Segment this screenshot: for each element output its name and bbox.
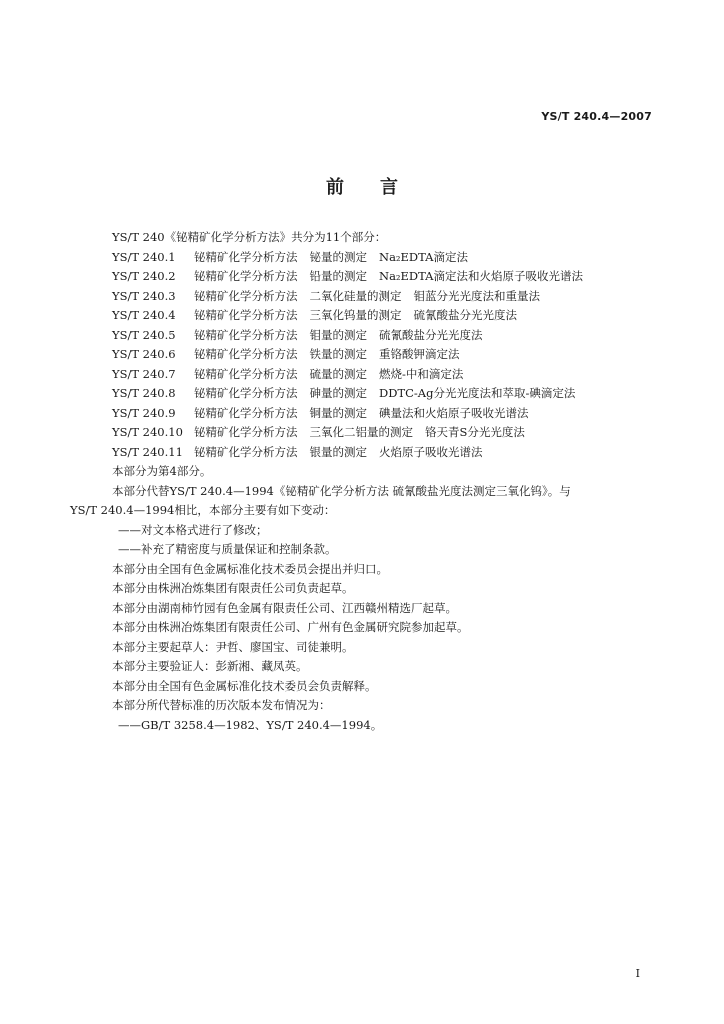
part-code: YS/T 240.10: [112, 425, 183, 439]
part-element: 钼量的测定: [309, 327, 367, 342]
paragraph: 本部分由全国有色金属标准化技术委员会提出并归口。: [112, 561, 388, 576]
replace-statement-line2: YS/T 240.4—1994相比，本部分主要有如下变动：: [70, 503, 336, 517]
part-technique: 硫氰酸盐分光光度法: [379, 327, 483, 342]
part-technique: 碘量法和火焰原子吸收光谱法: [379, 405, 529, 420]
part-element: 三氧化二铝量的测定: [309, 425, 413, 439]
standard-code: YS/T 240.4—2007: [541, 110, 652, 123]
part-technique: DDTC-Ag分光光度法和萃取-碘滴定法: [379, 386, 576, 400]
part-technique: 硫氰酸盐分光光度法: [413, 308, 517, 322]
replace-statement-line1: 本部分代替YS/T 240.4—1994《铋精矿化学分析方法 硫氰酸盐光度法测定三氧化钨》。与: [112, 483, 571, 498]
part-technique: 重铬酸钾滴定法: [379, 347, 460, 361]
part-technique: Na₂EDTA滴定法和火焰原子吸收光谱法: [379, 269, 583, 283]
paragraph: 本部分由株洲冶炼集团有限责任公司负责起草。: [112, 581, 354, 595]
part-code: YS/T 240.2: [112, 269, 176, 283]
part-row: [70, 287, 660, 307]
part-element: 硫量的测定: [309, 366, 367, 381]
paragraph: 本部分由全国有色金属标准化技术委员会负责解释。: [112, 678, 377, 693]
part-statement: 本部分为第4部分。: [112, 464, 212, 478]
part-method: 铋精矿化学分析方法: [194, 347, 298, 361]
part-code: YS/T 240.3: [112, 288, 176, 303]
part-row: [70, 443, 660, 463]
paragraph: 本部分所代替标准的历次版本发布情况为：: [112, 698, 331, 712]
part-row: [70, 345, 660, 365]
part-element: 砷量的测定: [309, 386, 367, 400]
part-method: 铋精矿化学分析方法: [194, 269, 298, 283]
part-method: 铋精矿化学分析方法: [194, 288, 298, 303]
part-element: 三氧化钨量的测定: [309, 308, 402, 322]
part-element: 铅量的测定: [309, 269, 367, 283]
part-row: [70, 248, 660, 268]
part-row: [70, 365, 660, 385]
part-technique: 铬天青S分光光度法: [425, 425, 525, 439]
part-code: YS/T 240.11: [112, 444, 183, 459]
part-code: YS/T 240.5: [112, 327, 176, 342]
paragraph: 本部分主要起草人：尹哲、廖国宝、司徒兼明。: [112, 639, 354, 654]
part-row: [70, 384, 660, 404]
intro-line: YS/T 240《铋精矿化学分析方法》共分为11个部分：: [112, 230, 387, 244]
parts-list: [70, 248, 660, 463]
part-code: YS/T 240.4: [112, 308, 176, 322]
part-row: [70, 267, 660, 287]
part-row: [70, 326, 660, 346]
part-technique: 燃烧-中和滴定法: [379, 366, 464, 381]
part-element: 二氧化硅量的测定: [309, 288, 402, 303]
part-method: 铋精矿化学分析方法: [194, 444, 298, 459]
part-element: 铜量的测定: [309, 405, 367, 420]
page-title: 前言: [326, 177, 434, 198]
part-row: [70, 306, 660, 326]
part-method: 铋精矿化学分析方法: [194, 386, 298, 400]
part-code: YS/T 240.1: [112, 249, 176, 264]
part-method: 铋精矿化学分析方法: [194, 405, 298, 420]
part-method: 铋精矿化学分析方法: [194, 366, 298, 381]
paragraph: 本部分主要验证人：彭新湘、藏凤英。: [112, 659, 308, 673]
foreword-body: [70, 228, 660, 735]
part-method: 铋精矿化学分析方法: [194, 249, 298, 264]
part-method: 铋精矿化学分析方法: [194, 327, 298, 342]
part-method: 铋精矿化学分析方法: [194, 308, 298, 322]
part-technique: 钼蓝分光光度法和重量法: [413, 288, 540, 303]
history-line: ——GB/T 3258.4—1982、YS/T 240.4—1994。: [118, 717, 383, 732]
part-code: YS/T 240.8: [112, 386, 176, 400]
part-element: 铋量的测定: [309, 249, 367, 264]
part-element: 铁量的测定: [309, 347, 367, 361]
part-technique: 火焰原子吸收光谱法: [379, 444, 483, 459]
change-item: ——补充了精密度与质量保证和控制条款。: [118, 542, 337, 556]
part-technique: Na₂EDTA滴定法: [379, 249, 468, 264]
part-row: [70, 404, 660, 424]
part-code: YS/T 240.6: [112, 347, 176, 361]
part-code: YS/T 240.9: [112, 405, 176, 420]
change-item: ——对文本格式进行了修改；: [118, 522, 268, 537]
part-element: 银量的测定: [309, 444, 367, 459]
page-number: I: [635, 967, 640, 980]
part-method: 铋精矿化学分析方法: [194, 425, 298, 439]
part-code: YS/T 240.7: [112, 366, 176, 381]
paragraph: 本部分由湖南柿竹园有色金属有限责任公司、江西赣州精选厂起草。: [112, 600, 457, 615]
paragraph: 本部分由株洲冶炼集团有限责任公司、广州有色金属研究院参加起草。: [112, 620, 469, 634]
part-row: [70, 423, 660, 443]
